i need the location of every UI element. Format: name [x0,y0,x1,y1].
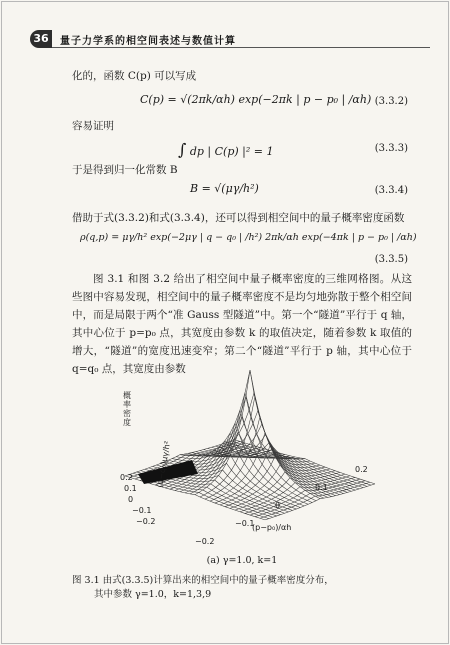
figure-subcaption: (a) γ=1.0, k=1 [206,555,278,566]
header-rule [52,47,430,48]
eq1-lhs: C(p) = [140,93,177,106]
y-tick-label: 0 [128,495,134,504]
eq3-lhs: B = [190,182,211,195]
mesh-plot [100,362,368,552]
running-title: 量子力学系的相空间表述与数值计算 [60,36,236,47]
y-tick-label: 0.2 [120,473,133,482]
integral-sign: ∫ [178,140,187,159]
mesh-line [190,393,300,494]
equation-3-3-4 [190,182,259,195]
easy-proof-line: 容易证明 [72,120,114,132]
x-tick-label: 0.1 [315,483,328,492]
x-tick-label: −0.1 [235,519,255,528]
derive-line: 借助于式(3.3.2)和式(3.3.4)，还可以得到相空间中的量子概率密度函数 [72,212,405,224]
y-tick-label: −0.2 [136,517,156,526]
equation-3-3-5 [80,232,417,243]
x-tick-label: 0.2 [355,465,368,474]
eq4-rhs: μγ/h² exp(−2μγ | q − q₀ | /h²) 2πk/αh exp(−4πk | p − p₀ | /αh) [122,232,417,243]
eq4-lhs: ρ(q,p) = [80,232,120,243]
x-tick-label: 0 [275,501,281,510]
eq3-rhs: √(μγ/h²) [214,182,259,195]
eq2-rhs: dp | C(p) |² = 1 [189,145,274,158]
eq4-number: (3.3.5) [374,254,408,265]
y-axis-label: (q−q₀)μγ/h² [155,440,173,489]
y-tick-label: 0.1 [124,484,137,493]
intro-line: 化的，函数 C(p) 可以写成 [72,70,197,82]
z-axis-label: 概率密度 [123,391,131,427]
eq2-number: (3.3.3) [374,143,408,154]
caption-text: 由式(3.3.5)计算出来的相空间中的量子概率密度分布， [102,575,334,586]
body-paragraph: 图 3.1 和图 3.2 给出了相空间中量子概率密度的三维网格图。从这些图中容易发现，相空间中的量子概率密度不是均匀地弥散于整个相空间中，而是局限于两个“准 Gauss 型隧道”中。第一个“隧道”平行于 q 轴，其中心位于 p=p₀ 点，其宽度由参数 k 的取值决定，随着参数 k 取值的增大，“隧道”的宽度迅速变窄；第二个“隧道”平行于 p 轴，其中心位于 q=q₀ 点，其宽度由参数 [72,273,412,375]
page-header [30,30,430,48]
eq1-rhs: √(2πk/αh) exp(−2πk | p − p₀ | /αh) [180,93,372,106]
equation-3-3-2 [140,93,371,106]
figure-3-1 [100,362,368,552]
x-axis-label: (p−p₀)/αh [252,523,292,532]
normalize-line: 于是得到归一化常数 B [72,164,178,176]
mesh-line [231,441,371,485]
eq3-number: (3.3.4) [374,185,408,196]
figure-caption [72,574,412,602]
x-tick-label: −0.2 [195,537,215,546]
eq1-number: (3.3.2) [374,96,408,107]
mesh-line [192,424,332,496]
caption-params: 其中参数 γ=1.0，k=1,3,9 [94,589,212,600]
y-tick-label: −0.1 [132,506,152,515]
page-number: 36 [30,30,52,48]
caption-title: 图 3.1 [72,575,100,586]
equation-3-3-3 [178,140,274,159]
